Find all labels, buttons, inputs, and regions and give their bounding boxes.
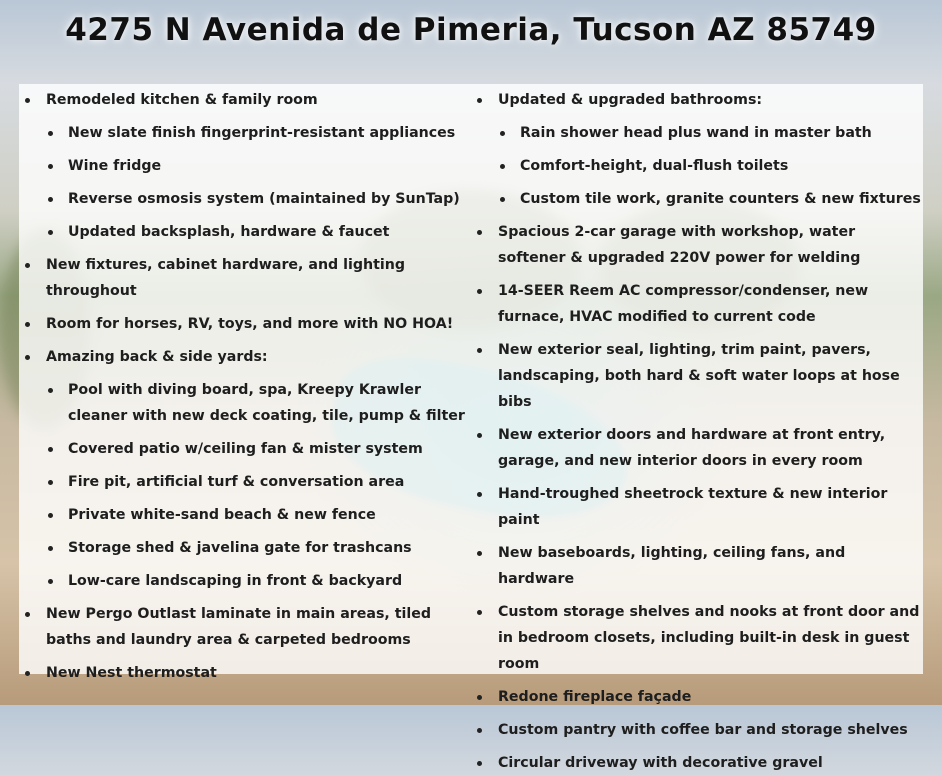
feature-item: [471, 481, 923, 533]
feature-text: Reverse osmosis system (maintained by SunTap): [68, 191, 460, 207]
feature-text: Remodeled kitchen & family room: [46, 92, 318, 108]
feature-text: New baseboards, lighting, ceiling fans, and hardware: [498, 545, 846, 587]
feature-item: [471, 337, 923, 415]
feature-text: Private white-sand beach & new fence: [68, 507, 376, 523]
right-feature-list: [471, 87, 923, 776]
feature-text: Rain shower head plus wand in master bath: [520, 125, 872, 141]
features-panel: [19, 84, 923, 771]
feature-text: Spacious 2-car garage with workshop, water softener & upgraded 220V power for welding: [498, 224, 861, 266]
feature-text: Wine fridge: [68, 158, 162, 174]
feature-text: Covered patio w/ceiling fan & mister system: [68, 441, 423, 457]
feature-text: Redone fireplace façade: [498, 689, 692, 705]
bullet-icon: [48, 131, 53, 136]
bullet-icon: [48, 197, 53, 202]
feature-subitem: [19, 219, 469, 245]
feature-text: New Pergo Outlast laminate in main areas, tiled baths and laundry area & carpeted bedrooms: [46, 606, 432, 648]
left-feature-list: [19, 87, 469, 686]
feature-subitem: [19, 568, 469, 594]
feature-item: [19, 87, 469, 113]
feature-subitem: [471, 120, 923, 146]
feature-item: [19, 344, 469, 370]
bullet-icon: [477, 610, 482, 615]
feature-item: [471, 684, 923, 710]
feature-text: Custom pantry with coffee bar and storage shelves: [498, 722, 908, 738]
feature-item: [19, 660, 469, 686]
feature-item: [471, 219, 923, 271]
bullet-icon: [25, 355, 30, 360]
bullet-icon: [25, 671, 30, 676]
feature-text: Custom storage shelves and nooks at front door and in bedroom closets, including built-in desk in guest room: [498, 604, 920, 672]
feature-subitem: [471, 186, 923, 212]
feature-subitem: [19, 153, 469, 179]
bullet-icon: [477, 433, 482, 438]
feature-subitem: [19, 469, 469, 495]
bullet-icon: [500, 197, 505, 202]
feature-item: [471, 87, 923, 113]
feature-text: New fixtures, cabinet hardware, and lighting throughout: [46, 257, 406, 299]
bullet-icon: [48, 164, 53, 169]
bullet-icon: [48, 230, 53, 235]
feature-item: [471, 540, 923, 592]
bullet-icon: [477, 695, 482, 700]
feature-text: 14-SEER Reem AC compressor/condenser, new furnace, HVAC modified to current code: [498, 283, 869, 325]
feature-item: [471, 599, 923, 677]
feature-subitem: [19, 436, 469, 462]
features-left-column: [19, 84, 469, 686]
feature-subitem: [19, 502, 469, 528]
bullet-icon: [477, 348, 482, 353]
feature-text: Room for horses, RV, toys, and more with NO HOA!: [46, 316, 454, 332]
feature-subitem: [19, 186, 469, 212]
feature-subitem: [19, 120, 469, 146]
bullet-icon: [25, 612, 30, 617]
feature-text: New slate finish fingerprint-resistant appliances: [68, 125, 456, 141]
feature-text: Updated & upgraded bathrooms:: [498, 92, 763, 108]
bullet-icon: [477, 289, 482, 294]
bullet-icon: [477, 551, 482, 556]
bullet-icon: [500, 164, 505, 169]
feature-text: Pool with diving board, spa, Kreepy Krawler cleaner with new deck coating, tile, pump & filter: [68, 382, 465, 424]
bullet-icon: [477, 98, 482, 103]
bullet-icon: [500, 131, 505, 136]
feature-text: Custom tile work, granite counters & new fixtures: [520, 191, 921, 207]
bullet-icon: [25, 98, 30, 103]
feature-item: [19, 311, 469, 337]
bullet-icon: [477, 728, 482, 733]
feature-text: Updated backsplash, hardware & faucet: [68, 224, 390, 240]
feature-text: New Nest thermostat: [46, 665, 217, 681]
feature-text: Storage shed & javelina gate for trashcans: [68, 540, 412, 556]
feature-item: [471, 278, 923, 330]
feature-subitem: [471, 153, 923, 179]
feature-item: [471, 422, 923, 474]
feature-item: [19, 252, 469, 304]
feature-item: [471, 750, 923, 776]
feature-text: Low-care landscaping in front & backyard: [68, 573, 403, 589]
feature-text: Comfort-height, dual-flush toilets: [520, 158, 789, 174]
feature-subitem: [19, 535, 469, 561]
bullet-icon: [48, 388, 53, 393]
feature-text: New exterior seal, lighting, trim paint, pavers, landscaping, both hard & soft water loops at hose bibs: [498, 342, 900, 410]
feature-text: Fire pit, artificial turf & conversation area: [68, 474, 405, 490]
bullet-icon: [48, 447, 53, 452]
bullet-icon: [48, 480, 53, 485]
bullet-icon: [477, 492, 482, 497]
feature-text: Circular driveway with decorative gravel: [498, 755, 823, 771]
feature-text: New exterior doors and hardware at front entry, garage, and new interior doors in every room: [498, 427, 886, 469]
bullet-icon: [48, 579, 53, 584]
bullet-icon: [48, 546, 53, 551]
page-title: 4275 N Avenida de Pimeria, Tucson AZ 85749: [65, 12, 877, 48]
bullet-icon: [25, 322, 30, 327]
bullet-icon: [477, 761, 482, 766]
bullet-icon: [48, 513, 53, 518]
features-right-column: [471, 84, 923, 776]
feature-text: Hand-troughed sheetrock texture & new interior paint: [498, 486, 888, 528]
feature-subitem: [19, 377, 469, 429]
feature-item: [19, 601, 469, 653]
feature-text: Amazing back & side yards:: [46, 349, 268, 365]
bullet-icon: [25, 263, 30, 268]
bullet-icon: [477, 230, 482, 235]
feature-item: [471, 717, 923, 743]
